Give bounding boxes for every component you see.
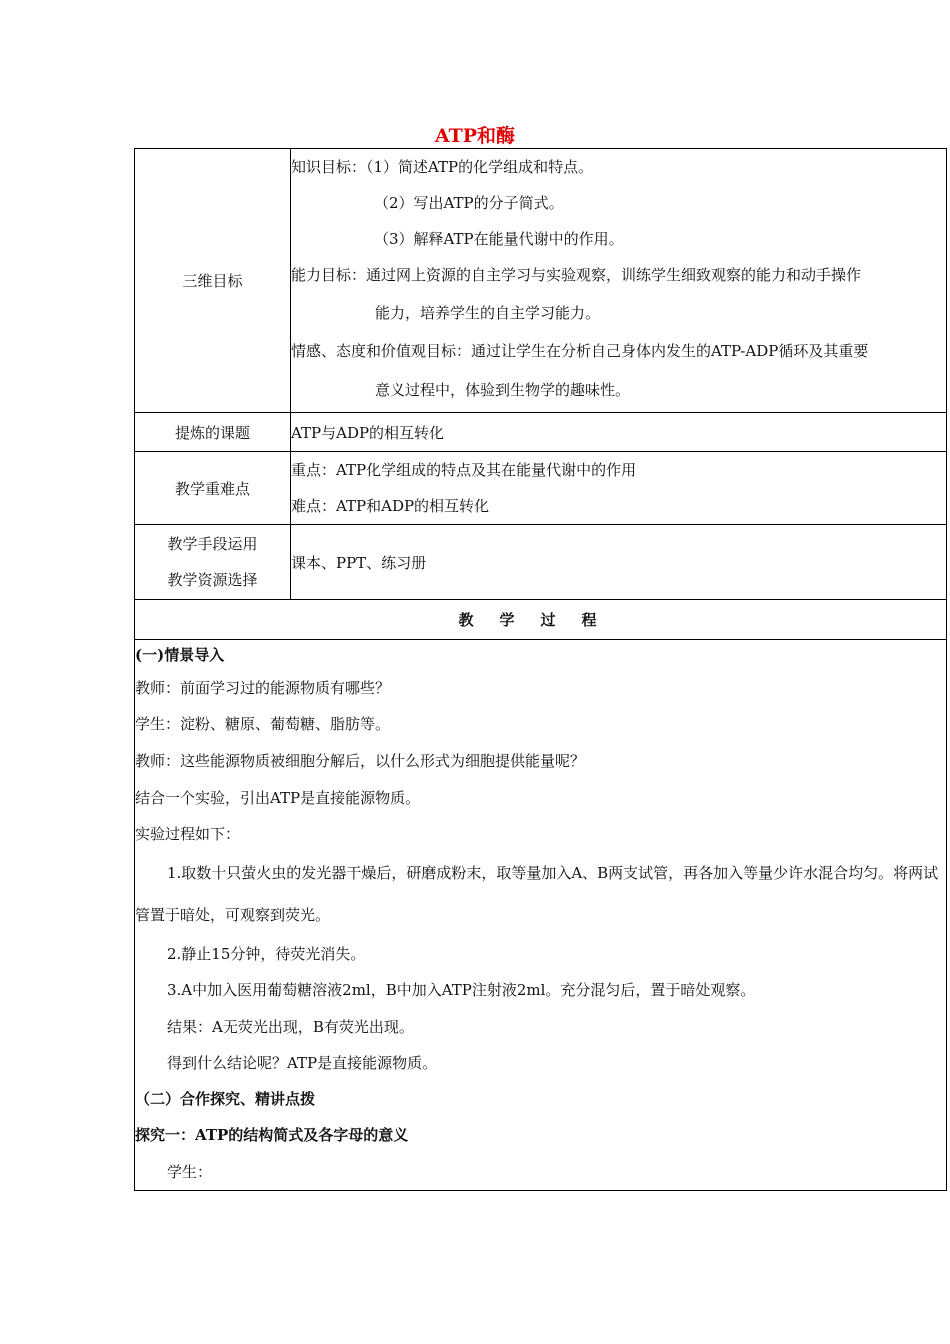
key-points-content xyxy=(291,452,947,525)
objectives-content xyxy=(291,149,947,413)
ability-line-2: 能力，培养学生的自主学习能力。 xyxy=(375,304,601,322)
difficult-point: 难点：ATP和ADP的相互转化 xyxy=(291,497,490,515)
section-1-heading: (一)情景导入 xyxy=(135,646,225,664)
process-line-5: 实验过程如下： xyxy=(135,825,241,843)
objectives-label: 三维目标 xyxy=(135,149,291,413)
key-points-row xyxy=(135,452,947,525)
process-line-1: 教师：前面学习过的能源物质有哪些？ xyxy=(135,679,391,697)
process-line-2: 学生：淀粉、糖原、葡萄糖、脂肪等。 xyxy=(135,715,391,733)
experiment-step-2: 2.静止15分钟，待荧光消失。 xyxy=(167,945,366,963)
means-label xyxy=(135,525,291,600)
important-point: 重点：ATP化学组成的特点及其在能量代谢中的作用 xyxy=(291,461,637,479)
objectives-row xyxy=(135,149,947,413)
knowledge-line-2: （2）写出ATP的分子简式。 xyxy=(374,194,564,212)
knowledge-line-3: （3）解释ATP在能量代谢中的作用。 xyxy=(374,230,624,248)
key-points-label: 教学重难点 xyxy=(135,452,291,525)
emotion-line-1: 情感、态度和价值观目标：通过让学生在分析自己身体内发生的ATP-ADP循环及其重要 xyxy=(291,342,869,360)
ability-line-1: 能力目标：通过网上资源的自主学习与实验观察，训练学生细致观察的能力和动手操作 xyxy=(291,266,862,284)
student-line: 学生： xyxy=(167,1163,213,1181)
means-row xyxy=(135,525,947,600)
process-body-row xyxy=(135,640,947,1191)
means-value: 课本、PPT、练习册 xyxy=(291,525,947,600)
process-body xyxy=(135,640,947,1191)
lesson-plan-table xyxy=(134,148,947,1191)
process-header-row xyxy=(135,600,947,640)
process-header: 教学过程 xyxy=(135,600,947,640)
means-label-2: 教学资源选择 xyxy=(167,571,258,589)
knowledge-line-1: 知识目标：（1）简述ATP的化学组成和特点。 xyxy=(291,158,594,176)
process-line-3: 教师：这些能源物质被细胞分解后，以什么形式为细胞提供能量呢？ xyxy=(135,752,586,770)
experiment-step-1: 1.取数十只萤火虫的发光器干燥后，研磨成粉末，取等量加入A、B两支试管，再各加入等量少许水混合均匀。将两试管置于暗处，可观察到荧光。 xyxy=(135,864,939,924)
experiment-conclusion: 得到什么结论呢？ATP是直接能源物质。 xyxy=(167,1054,438,1072)
means-label-1: 教学手段运用 xyxy=(167,535,258,553)
experiment-result: 结果：A无荧光出现，B有荧光出现。 xyxy=(167,1018,414,1036)
emotion-line-2: 意义过程中，体验到生物学的趣味性。 xyxy=(375,381,631,399)
document-title: ATP和酶 xyxy=(434,125,516,147)
topic-row xyxy=(135,413,947,452)
process-line-4: 结合一个实验，引出ATP是直接能源物质。 xyxy=(135,789,421,807)
explore-1-heading: 探究一：ATP的结构简式及各字母的意义 xyxy=(135,1126,409,1144)
topic-value: ATP与ADP的相互转化 xyxy=(291,413,947,452)
topic-label: 提炼的课题 xyxy=(135,413,291,452)
experiment-step-3: 3.A中加入医用葡萄糖溶液2ml，B中加入ATP注射液2ml。充分混匀后，置于暗处观察。 xyxy=(167,981,756,999)
section-2-heading: （二）合作探究、精讲点拨 xyxy=(135,1090,316,1108)
